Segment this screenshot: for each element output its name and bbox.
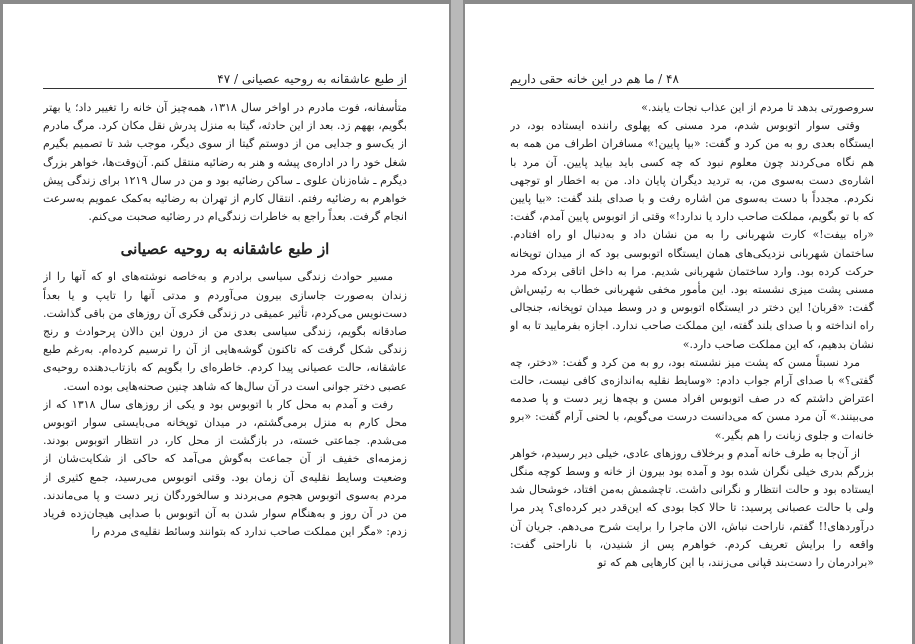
left-page [3, 4, 449, 644]
right-paragraph-3: مرد نسبتاً مسن که پشت میز نشسته بود، رو به من کرد و گفت: «دختر، چه گفتی؟» با صدای آرام جواب دادم: «وسایط نقلیه به‌اندازه‌ی کافی نیست، حالت اعتراض داشتم که در صف اتوبوس افراد مسن و بچه‌ها زیر دست و پا صدمه می‌بینند.» آن مرد مسن که می‌دانست درست می‌گویم، با لحنی آرام گفت: «برو خانه‌ات و جلوی زبانت را هم بگیر.» [510, 355, 874, 442]
left-body-text [43, 99, 407, 604]
book-spine [451, 0, 463, 644]
right-paragraph-4: از آن‌جا به طرف خانه آمدم و برخلاف روزهای عادی، خیلی دیر رسیدم، خواهر بزرگم بدری خیلی نگران شده بود و آمده بود بیرون از خانه و وسط کوچه منگل ایستاده بود و حالت انتظار و نگرانی داشت. تاچشمش به‌من افتاد، خوشحال شد ولی با حالت عصبانی پرسید: تا حالا کجا بودی که این‌قدر دیر کرده‌ای؟ پدر مرا درآوردهای!! گفتم، ناراحت نباش، الان ماجرا را برایت شرح می‌دهم. جریان آن واقعه را برایش تعریف کردم. خواهرم پس از شنیدن، با ناراحتی گفت: «برادرمان را دست‌بند قپانی می‌زنند، با این کارهایی هم که تو [510, 446, 874, 570]
right-body-text [510, 99, 874, 634]
left-paragraph-1: متأسفانه، فوت مادرم در اواخر سال ۱۳۱۸، همه‌چیز آن خانه را تغییر داد؛ یا بهتر بگویم، بههم زد. بعد از این حادثه، گیتا به منزل پدرش نقل مکان کرد. مرگ مادرم از یک‌سو و جدایی من از دوستم گیتا از سوی دیگر، موجب شد تا تصمیم بگیرم شغل خود را در اداره‌ی پیشه و هنر به رضائیه منتقل کنم. آن‌وقت‌ها، خواهر بزرگ دیگرم ـ شاه‌زنان علوی ـ ساکن رضائیه بود و من در سال ۱۲۱۹ برای زندگی پیش خواهرم به رضائیه رفتم. انتقال کارم از تهران به رضائیه به‌کمک عمویم به‌سرعت انجام گرفت. بعداً راجع به خاطرات زندگی‌ام در رضائیه صحبت می‌کنم. [43, 101, 407, 224]
left-paragraph-2: مسیر حوادث زندگی سیاسی برادرم و به‌خاصه نوشته‌های او که آنها را از زندان به‌صورت جاسازی بیرون می‌آوردم و مدتی آنها را تایپ و یا بعداً دست‌نویس می‌کردم، تأثیر عمیقی در زندگی فکری آن روزهای من باقی گذاشت. صادقانه بگویم، زندگی سیاسی بعدی من از درون این دالان پرحوادث و رنج زندگی شکل گرفت که تاکنون گوشه‌هایی از آن را ترسیم کرده‌ام. به‌رغم طبع عاشقانه، حالت عصیانی پیدا کردم. خاطره‌ای را بگویم که بازتاب‌دهنده روحیه‌ی عصبی دختر جوانی است در آن سال‌ها که شاهد چنین صحنه‌هایی بوده است. [43, 270, 407, 393]
right-page [465, 4, 912, 644]
left-paragraph-3: رفت و آمدم به محل کار با اتوبوس بود و یکی از روزهای سال ۱۳۱۸ که از محل کارم به منزل برمی‌گشتم، در میدان توپخانه می‌بایستی سوار اتوبوس می‌شدم. جماعتی خسته، در بازگشت از محل کار، در انتظار اتوبوس بودند. زمزمه‌ای خفیف از آن جماعت به‌گوش می‌آمد که حاکی از شکایت‌شان از وضعیت وسایط نقلیه‌ی آن زمان بود. وقتی اتوبوس می‌رسید، جمع کثیری از مردم به‌سوی اتوبوس هجوم می‌بردند و سالخوردگان زیر دست و پا می‌ماندند. من در آن روز و به‌هنگام سوار شدن به آن اتوبوس با صدایی هیجان‌زده فریاد زدم: «مگر این مملکت صاحب ندارد که بتوانند وسائط نقلیه‌ی مردم را [43, 397, 407, 539]
right-paragraph-1: سروصورتی بدهد تا مردم از این عذاب نجات یابند.» [641, 101, 874, 114]
left-running-head: از طبع عاشقانه به روحیه عصیانی / ۴۷ [43, 70, 407, 89]
right-paragraph-2: وقتی سوار اتوبوس شدم، مرد مسنی که پهلوی راننده ایستاده بود، در ایستگاه بعدی رو به من کرد و گفت: «بیا پایین!» مسافران اطراف من همه به هم نگاه می‌کردند چون معلوم نبود که چه کسی باید بیاید پایین. آن مرد با اشاره‌ی دست به‌سوی من، به تردید دیگران پایان داد. من به اخطار او توجهی نکردم. مجدداً با دست به‌سوی من اشاره رفت و با صدای بلند گفت: «بیا پایین که با تو بگویم، مملکت صاحب دارد یا ندارد!» وقتی از اتوبوس پایین آمدم، گفت: «راه بیفت!» کارت شهربانی را به من نشان داد و به‌دنبال او راه افتادم. ساختمان شهربانی نزدیکی‌های همان ایستگاه اتوبوسی بود که از میدان توپخانه حرکت کرده بود. وارد ساختمان شهربانی شدیم. مرا به داخل اتاقی بردکه مرد مسنی پشت میزی نشسته بود. این مأمور مخفی شهربانی خطاب به رئیس‌اش گفت: «قربان! این دختر در ایستگاه اتوبوس و در وسط میدان توپخانه، جنجالی راه انداخته و با صدای بلند گفته، این مملکت صاحب ندارد. اجازه بفرمایید تا به او نشان بدهیم، که این مملکت صاحب دارد.» [510, 119, 874, 351]
section-heading: از طبع عاشقانه به روحیه عصیانی [120, 240, 330, 259]
right-running-head: ۴۸ / ما هم در این خانه حقی داریم [510, 70, 874, 89]
